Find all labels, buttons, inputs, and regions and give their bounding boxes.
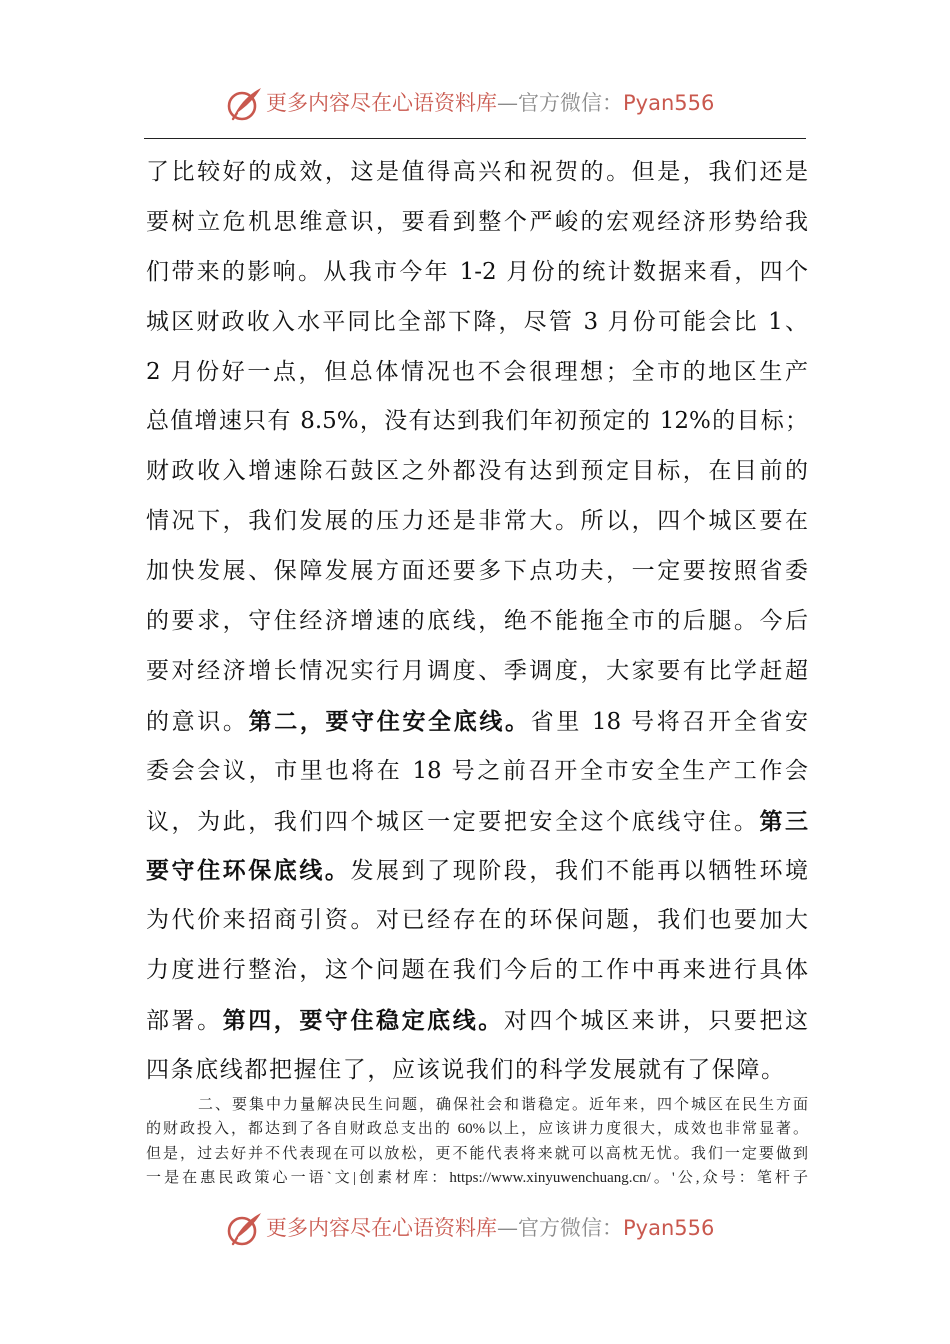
bold-heading: 要守住环保底线。 <box>146 857 351 885</box>
text-segment: 2 月份好一点，但总体情况也不会很理想；全市的地区生产 <box>146 358 808 385</box>
body-line <box>146 647 808 697</box>
text-segment: 要树立危机思维意识，要看到整个严峻的宏观经济形势给我 <box>146 208 808 235</box>
text-segment: 要对经济增长情况实行月调度、季调度，大家要有比学赶超 <box>146 657 808 684</box>
small-line: 的财政投入，都达到了各自财政总支出的 60%以上，应该讲力度很大，成效也非常显著。 <box>146 1121 808 1138</box>
body-line <box>146 298 808 348</box>
body-line <box>146 846 808 896</box>
banner-wechat-id: Pyan556 <box>623 91 715 115</box>
body-line <box>146 996 808 1046</box>
text-segment: 加快发展、保障发展方面还要多下点功夫，一定要按照省委 <box>146 558 808 585</box>
body-line <box>146 797 808 847</box>
body-text <box>146 148 808 1096</box>
banner-site-text: 更多内容尽在心语资料库 <box>266 1216 497 1240</box>
text-segment: 对四个城区来讲，只要把这 <box>503 1008 809 1035</box>
bold-heading: 第二，要守住安全底线。 <box>248 707 531 735</box>
banner-wechat-id: Pyan556 <box>623 1216 715 1240</box>
body-line <box>146 198 808 248</box>
banner-site-text: 更多内容尽在心语资料库 <box>266 91 497 115</box>
text-segment: 们带来的影响。从我市今年 1-2 月份的统计数据来看，四个 <box>146 258 808 285</box>
body-line <box>146 497 808 547</box>
text-segment: 发展到了现阶段，我们不能再以牺牲环境 <box>350 858 809 885</box>
text-segment: 的意识。 <box>146 708 249 735</box>
banner-official-text: 官方微信： <box>518 1216 623 1240</box>
text-segment: 情况下，我们发展的压力还是非常大。所以，四个城区要在 <box>146 508 808 535</box>
banner-dash: — <box>497 1216 518 1240</box>
quill-logo-icon <box>225 84 265 124</box>
text-segment: 的要求，守住经济增速的底线，绝不能拖全市的后腿。今后 <box>146 608 808 635</box>
text-segment: 省里 18 号将召开全省安 <box>530 708 809 735</box>
small-line: 但是，过去好并不代表现在可以放松，更不能代表将来就可以高枕无忧。我们一定要做到 <box>146 1145 808 1162</box>
text-segment: 城区财政收入水平同比全部下降，尽管 3 月份可能会比 1、 <box>146 308 808 335</box>
body-line <box>146 348 808 398</box>
header-divider <box>144 138 806 139</box>
footer-banner <box>0 1207 950 1251</box>
small-line: 二、要集中力量解决民生问题，确保社会和谐稳定。近年来，四个城区在民生方面 <box>198 1097 808 1113</box>
body-line <box>146 597 808 647</box>
body-line <box>146 547 808 597</box>
body-line <box>146 148 808 198</box>
body-line <box>146 697 808 747</box>
text-segment: 为代价来招商引资。对已经存在的环保问题，我们也要加大 <box>146 907 808 934</box>
text-segment: 委会会议，市里也将在 18 号之前召开全市安全生产工作会 <box>146 757 808 784</box>
body-line <box>146 896 808 946</box>
text-segment: 总值增速只有 8.5%，没有达到我们年初预定的 12%的目标； <box>146 408 808 435</box>
small-paragraph <box>146 1093 808 1190</box>
header-banner <box>0 82 950 126</box>
body-line <box>146 248 808 298</box>
text-segment: 财政收入增速除石鼓区之外都没有达到预定目标，在目前的 <box>146 458 808 485</box>
bold-heading: 第三 <box>759 807 809 835</box>
text-segment: 力度进行整治，这个问题在我们今后的工作中再来进行具体 <box>146 957 808 984</box>
small-line: 一是在惠民政策心一语`文|创素材库：https://www.xinyuwenchuang.cn/。'公,众号：笔杆子 <box>146 1169 808 1186</box>
bold-heading: 第四，要守住稳定底线。 <box>222 1007 504 1035</box>
banner-dash: — <box>497 91 518 115</box>
text-segment: 了比较好的成效，这是值得高兴和祝贺的。但是，我们还是 <box>146 159 808 185</box>
text-segment: 议，为此，我们四个城区一定要把安全这个底线守住。 <box>146 808 760 835</box>
body-line <box>146 1046 808 1096</box>
body-line <box>146 946 808 996</box>
body-line <box>146 447 808 497</box>
banner-official-text: 官方微信： <box>518 91 623 115</box>
body-line <box>146 397 808 447</box>
text-segment: 部署。 <box>146 1008 223 1035</box>
quill-logo-icon <box>225 1209 265 1249</box>
text-segment: 四条底线都把握住了，应该说我们的科学发展就有了保障。 <box>146 1057 786 1084</box>
body-line <box>146 747 808 797</box>
